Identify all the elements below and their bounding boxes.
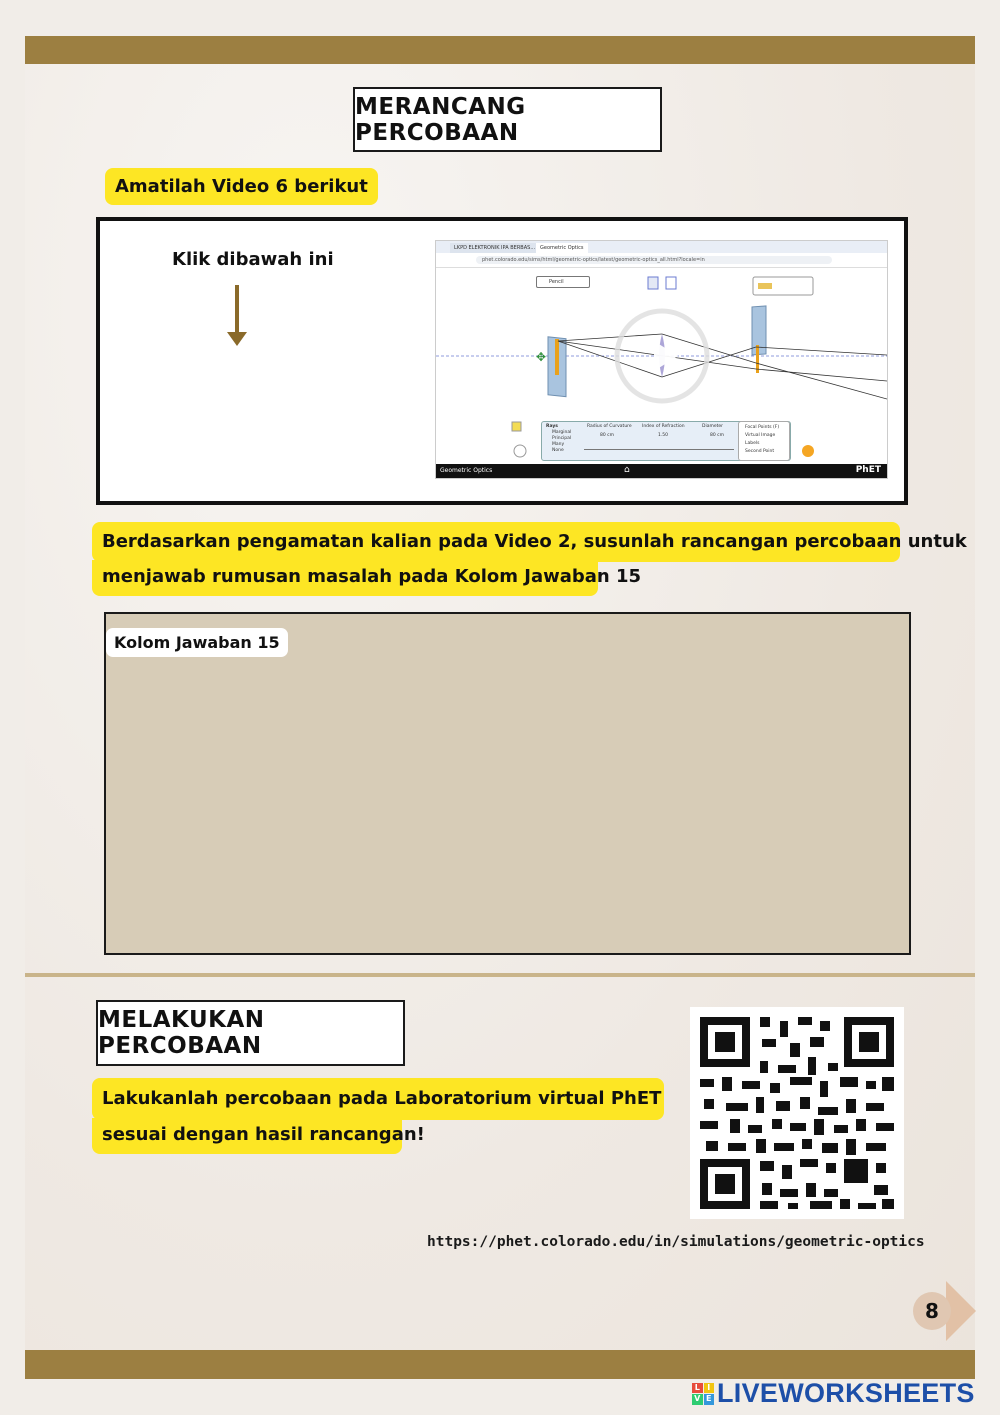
video-thumbnail[interactable] — [435, 240, 888, 479]
arrow-head-icon — [227, 332, 247, 346]
experiment-instruction-1: Lakukanlah percobaan pada Laboratorium virtual PhET — [92, 1078, 664, 1120]
rays-option: Many — [552, 442, 565, 447]
click-hint: Klik dibawah ini — [172, 249, 334, 270]
browser-tab-1: LKPD ELEKTRONIK IPA BERBAS... — [450, 243, 539, 253]
slider-radius-value: 80 cm — [600, 433, 615, 438]
instruction-line-1: Berdasarkan pengamatan kalian pada Video 2, susunlah rancangan percobaan untuk — [92, 522, 900, 562]
answer-box-label: Kolom Jawaban 15 — [106, 628, 288, 657]
arrow-down-icon — [235, 285, 239, 335]
rays-option: None — [552, 448, 564, 453]
phet-logo: PhET — [855, 465, 881, 475]
phet-url-link[interactable]: https://phet.colorado.edu/in/simulations/geometric-optics — [427, 1234, 925, 1250]
answer-box-15[interactable] — [104, 612, 911, 955]
liveworksheets-brand — [692, 1378, 975, 1409]
checkbox-label: Labels — [745, 441, 760, 446]
checkbox-label: Virtual Image — [745, 433, 776, 438]
bottom-band — [25, 1350, 975, 1379]
rays-label: Rays — [546, 424, 558, 429]
design-section-title-text: MERANCANG PERCOBAAN — [355, 93, 526, 146]
top-band — [25, 36, 975, 64]
page-number: 8 — [913, 1292, 951, 1330]
liveworksheets-wordmark: LIVEWORKSHEETS — [717, 1378, 975, 1408]
qr-code[interactable] — [690, 1007, 904, 1219]
slider-diameter-value: 80 cm — [710, 433, 725, 438]
sim-navbar — [436, 464, 887, 478]
observe-prompt — [105, 168, 378, 205]
experiment-section-title — [96, 1000, 405, 1066]
rays-option: Marginal — [552, 430, 572, 435]
checkbox-panel — [738, 421, 790, 461]
slider-index-label: Index of Refraction — [642, 424, 685, 429]
object-select: Pencil — [536, 276, 590, 288]
rays-option: Principal — [552, 436, 572, 441]
browser-tab-2: Geometric Optics — [536, 243, 588, 253]
slider-radius-label: Radius of Curvature — [587, 424, 632, 429]
experiment-section-title-text: MELAKUKAN PERCOBAAN — [98, 1007, 265, 1059]
slider-track — [584, 449, 734, 450]
slider-index-value: 1.50 — [658, 433, 669, 438]
section-divider — [25, 973, 975, 977]
browser-url: phet.colorado.edu/sims/html/geometric-optics/latest/geometric-optics_all.html?locale=in — [476, 256, 832, 264]
sim-name: Geometric Optics — [440, 467, 493, 474]
slider-diameter-label: Diameter — [702, 424, 724, 429]
design-section-title — [353, 87, 662, 152]
home-icon: ⌂ — [624, 465, 630, 475]
svg-text:✥: ✥ — [536, 350, 547, 364]
instruction-line-2: menjawab rumusan masalah pada Kolom Jawaban 15 — [92, 560, 598, 596]
liveworksheets-logo-icon: L I V E — [692, 1383, 714, 1405]
checkbox-label: Focal Points (F) — [745, 425, 780, 430]
experiment-instruction-2: sesuai dengan hasil rancangan! — [92, 1118, 402, 1154]
checkbox-label: Second Point — [745, 449, 775, 454]
observe-prompt-text: Amatilah Video 6 berikut — [115, 176, 368, 197]
